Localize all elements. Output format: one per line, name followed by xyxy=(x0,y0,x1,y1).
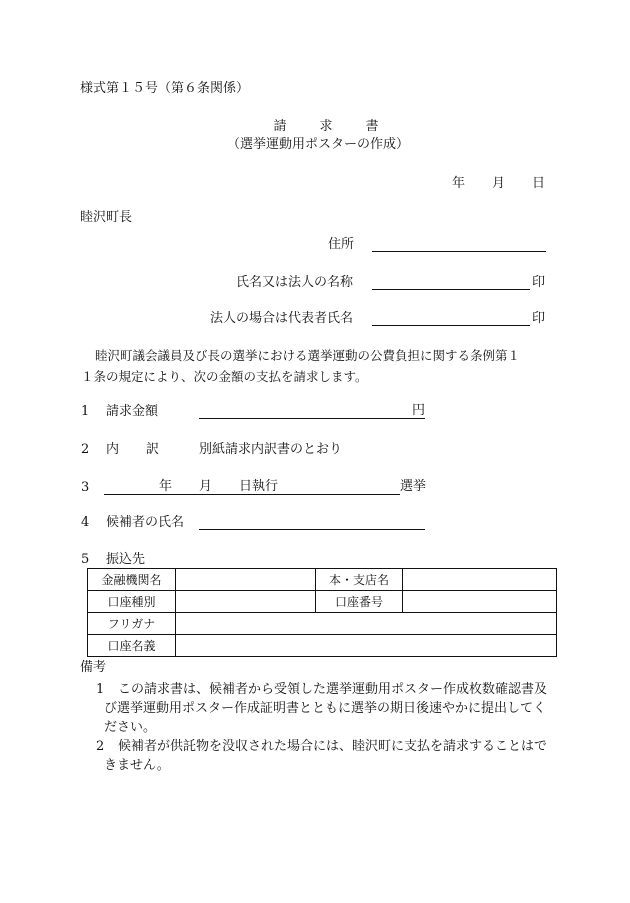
item-1-number: 1 xyxy=(81,404,90,419)
account-number-field[interactable] xyxy=(403,591,557,613)
table-row xyxy=(88,613,557,635)
bank-name-field[interactable] xyxy=(176,569,316,591)
yen-unit: 円 xyxy=(412,403,426,418)
table-row xyxy=(88,635,557,657)
note-1-number: 1 xyxy=(96,682,105,697)
bank-transfer-table xyxy=(87,568,557,657)
date-day: 日 xyxy=(532,176,546,191)
branch-field[interactable] xyxy=(403,569,557,591)
title-char-1: 請 xyxy=(273,119,287,134)
note-2-number: 2 xyxy=(96,739,105,754)
document-subtitle: （選挙運動用ポスターの作成） xyxy=(227,137,410,152)
account-holder-label: 口座名義 xyxy=(88,635,176,657)
item-2-value: 別紙請求内訳書のとおり xyxy=(199,442,343,457)
addressee: 睦沢町長 xyxy=(80,210,133,225)
item-5-label: 振込先 xyxy=(106,552,146,567)
furigana-field[interactable] xyxy=(176,613,557,635)
body-line-2: １条の規定により、次の金額の支払を請求します。 xyxy=(81,369,368,384)
election-date-field[interactable] xyxy=(104,494,400,495)
table-row xyxy=(88,591,557,613)
address-field[interactable] xyxy=(372,251,546,252)
name-field[interactable] xyxy=(372,289,530,290)
form-number: 様式第１５号（第６条関係） xyxy=(80,81,250,96)
body-line-1: 睦沢町議会議員及び長の選挙における選挙運動の公費負担に関する条例第１ xyxy=(95,348,521,363)
item-5-number: 5 xyxy=(81,552,90,567)
representative-label: 法人の場合は代表者氏名 xyxy=(210,311,354,326)
claim-amount-field[interactable] xyxy=(199,418,425,419)
item-4-label: 候補者の氏名 xyxy=(106,515,185,530)
item-2-number: 2 xyxy=(81,442,90,457)
note-1-text: この請求書は、候補者から受領した選挙運動用ポスター作成枚数確認書及び選挙運動用ポスター作成証明書とともに選挙の期日後速やかに提出してください。 xyxy=(104,682,548,735)
seal-mark-representative: 印 xyxy=(532,311,546,326)
seal-mark-name: 印 xyxy=(532,275,546,290)
item-1-label: 請求金額 xyxy=(106,404,159,419)
title-char-3: 書 xyxy=(365,119,379,134)
date-month: 月 xyxy=(492,176,506,191)
name-label: 氏名又は法人の名称 xyxy=(236,275,354,290)
furigana-label: フリガナ xyxy=(88,613,176,635)
address-label: 住所 xyxy=(328,237,355,252)
candidate-name-field[interactable] xyxy=(199,529,425,530)
notes-heading: 備考 xyxy=(80,660,107,675)
representative-field[interactable] xyxy=(372,325,530,326)
item-2-label-a: 内 xyxy=(106,442,120,457)
item-3-election: 選挙 xyxy=(400,479,427,494)
item-3-day-exec: 日執行 xyxy=(239,479,279,494)
account-number-label: 口座番号 xyxy=(316,591,403,613)
table-row xyxy=(88,569,557,591)
item-3-year: 年 xyxy=(159,479,173,494)
item-4-number: 4 xyxy=(81,515,90,530)
document-title xyxy=(262,120,390,133)
bank-name-label: 金融機関名 xyxy=(88,569,176,591)
item-3-month: 月 xyxy=(199,479,213,494)
item-2-label-b: 訳 xyxy=(146,442,160,457)
date-year: 年 xyxy=(452,176,466,191)
account-holder-field[interactable] xyxy=(176,635,557,657)
account-type-field[interactable] xyxy=(176,591,316,613)
account-type-label: 口座種別 xyxy=(88,591,176,613)
branch-label: 本・支店名 xyxy=(316,569,403,591)
title-char-2: 求 xyxy=(319,119,333,134)
item-3-number: 3 xyxy=(81,480,90,495)
note-2-text: 候補者が供託物を没収された場合には、睦沢町に支払を請求することはできません。 xyxy=(104,739,548,773)
